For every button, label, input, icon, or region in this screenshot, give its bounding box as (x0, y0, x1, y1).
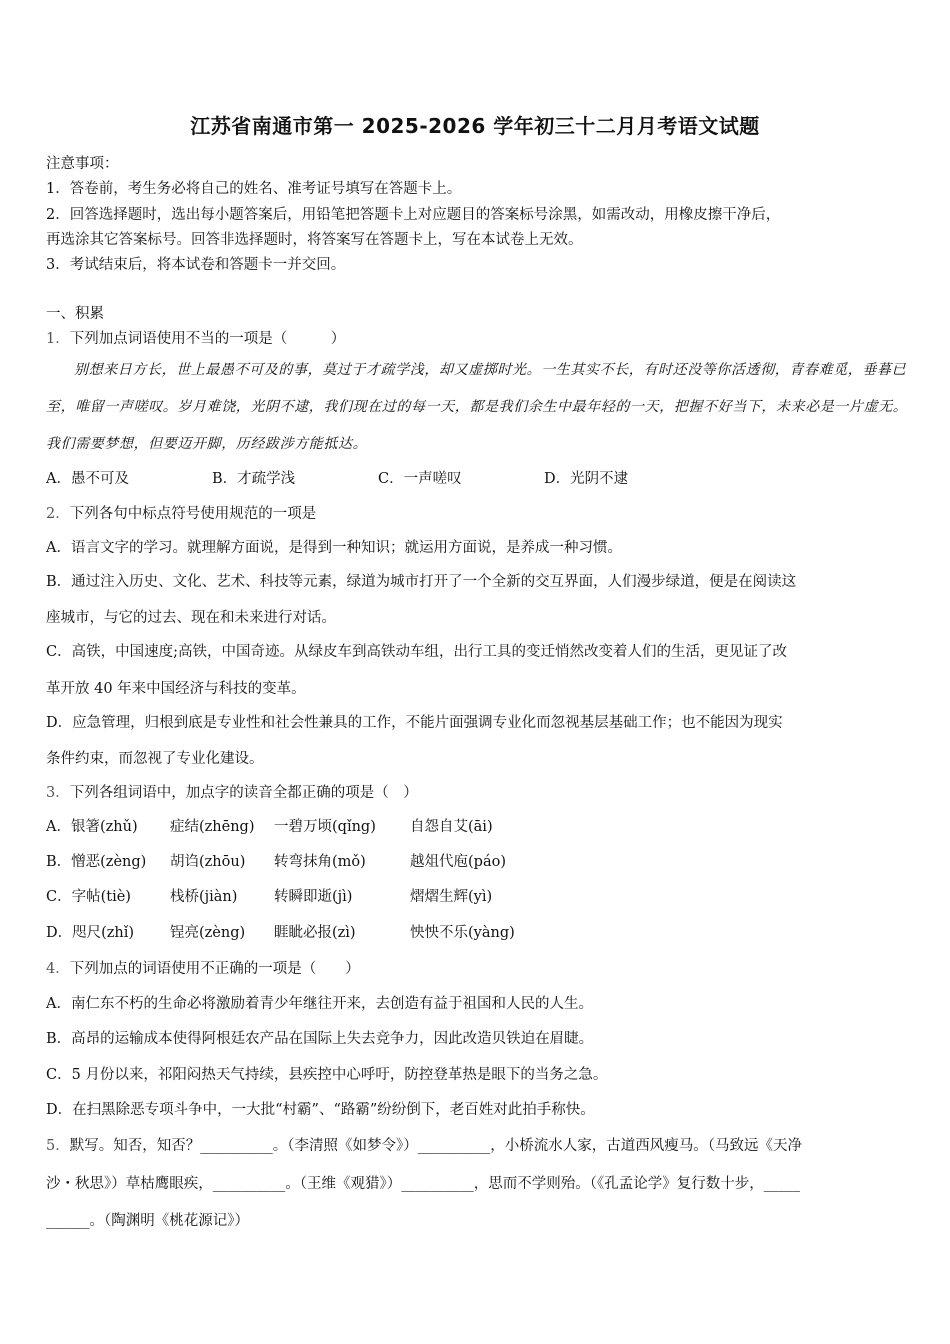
word: B．憎恶(zèng) (46, 854, 147, 870)
word: 锃亮(zèng) (170, 925, 246, 941)
option-c[interactable]: C．一声嗟叹 (378, 471, 462, 487)
option-a[interactable]: A．语言文字的学习。就理解方面说，是得到一种知识；就运用方面说，是养成一种习惯。 (46, 540, 622, 556)
option-d[interactable]: D．光阴不逮 (544, 471, 629, 487)
question-3-option-a[interactable] (46, 815, 493, 836)
word: 症结(zhēng) (170, 819, 255, 835)
word: 一碧万顷(qǐng) (274, 819, 376, 835)
page-title: 江苏省南通市第一 2025-2026 学年初三十二月月考语文试题 (190, 114, 760, 138)
option-d[interactable]: D．应急管理，归根到底是专业性和社会性兼具的工作，不能片面强调专业化而忽视基层基础工作；也不能因为现实 (46, 715, 783, 731)
question-1-stem (46, 327, 908, 348)
notice-item: 1．答卷前，考生务必将自己的姓名、准考证号填写在答题卡上。 (46, 181, 462, 197)
question-text: 下列加点的词语使用不正确的一项是（ ） (69, 961, 360, 977)
question-text: 下列各句中标点符号使用规范的一项是 (69, 506, 317, 522)
option-b[interactable]: B．通过注入历史、文化、艺术、科技等元素，绿道为城市打开了一个全新的交互界面，人们漫步绿道，便是在阅读这 (46, 574, 797, 590)
option-b[interactable]: B．才疏学浅 (212, 471, 296, 487)
word: D．咫尺(zhǐ) (46, 925, 135, 941)
option-a[interactable]: A．南仁东不朽的生命必将激励着青少年继往开来，去创造有益于祖国和人民的人生。 (46, 996, 593, 1012)
word: 睚眦必报(zì) (274, 925, 356, 941)
question-3-option-d[interactable] (46, 921, 515, 942)
question-4-stem (46, 957, 908, 978)
question-5-line: 沙・秋思》）草枯鹰眼疾，__________。（王维《观猎》）__________，思而不学则殆。（《孔孟论学》复行数十步，_____ (46, 1176, 800, 1192)
question-number: 2． (46, 506, 70, 522)
question-text: 下列加点词语使用不当的一项是（ ） (69, 331, 346, 347)
question-3-stem (46, 781, 908, 802)
word: 栈桥(jiàn) (170, 889, 238, 905)
notice-item: 2．回答选择题时，选出每小题答案后，用铅笔把答题卡上对应题目的答案标号涂黑，如需改动，用橡皮擦干净后， (46, 207, 781, 223)
question-number: 1． (46, 331, 70, 347)
question-number: 3． (46, 785, 70, 801)
question-3-option-b[interactable] (46, 850, 506, 871)
question-number: 4． (46, 961, 70, 977)
word: A．银箸(zhǔ) (46, 819, 138, 835)
question-text: 下列各组词语中，加点字的读音全都正确的项是（ ） (69, 785, 418, 801)
word: C．字帖(tiè) (46, 889, 131, 905)
option-a[interactable]: A．愚不可及 (46, 471, 129, 487)
question-5-line: ______。（陶渊明《桃花源记》） (46, 1213, 249, 1229)
question-text: 默写。知否，知否？__________。（李清照《如梦令》）__________，小桥流水人家，古道西风瘦马。（马致远《天净 (69, 1138, 802, 1154)
notice-heading: 注意事项： (46, 156, 119, 172)
option-d-cont: 条件约束，而忽视了专业化建设。 (46, 751, 264, 767)
option-b[interactable]: B．高昂的运输成本使得阿根廷农产品在国际上失去竞争力，因此改造贝铁迫在眉睫。 (46, 1031, 594, 1047)
notice-item: 3．考试结束后，将本试卷和答题卡一并交回。 (46, 257, 346, 273)
question-1-passage: 别想来日方长，世上最愚不可及的事，莫过于才疏学浅，却又虚掷时光。一生其实不长，有时还没等你活透彻，青春难觅，垂暮已至，唯留一声嗟叹。岁月难饶，光阴不逮，我们现在过的每一天，都是我们余生中最年轻的一天，把握不好当下，未来必是一片虚无。我们需要梦想，但要迈开脚，历经跋涉方能抵达。 (46, 362, 908, 452)
word: 越俎代庖(páo) (410, 854, 506, 870)
question-3-option-c[interactable] (46, 885, 492, 906)
word: 熠熠生辉(yì) (410, 889, 493, 905)
option-d[interactable]: D．在扫黑除恶专项斗争中，一大批“村霸”、“路霸”纷纷倒下，老百姓对此拍手称快。 (46, 1102, 595, 1118)
question-5-line (46, 1134, 908, 1155)
option-b-cont: 座城市，与它的过去、现在和未来进行对话。 (46, 610, 336, 626)
option-c[interactable]: C．5 月份以来，祁阳闷热天气持续，县疾控中心呼吁，防控登革热是眼下的当务之急。 (46, 1067, 608, 1083)
option-c-cont: 革开放 40 年来中国经济与科技的变革。 (46, 681, 306, 697)
word: 转弯抹角(mǒ) (274, 854, 366, 870)
question-1-options (46, 467, 710, 488)
word: 胡诌(zhōu) (170, 854, 246, 870)
word: 怏怏不乐(yàng) (410, 925, 515, 941)
question-2-stem (46, 502, 908, 523)
section-heading: 一、积累 (46, 306, 104, 322)
option-c[interactable]: C．高铁，中国速度;高铁，中国奇迹。从绿皮车到高铁动车组，出行工具的变迁悄然改变着人们的生活，更见证了改 (46, 644, 787, 660)
notice-item: 再选涂其它答案标号。回答非选择题时，将答案写在答题卡上，写在本试卷上无效。 (46, 232, 583, 248)
word: 自怨自艾(āi) (410, 819, 493, 835)
question-number: 5． (46, 1138, 70, 1154)
word: 转瞬即逝(jì) (274, 889, 353, 905)
